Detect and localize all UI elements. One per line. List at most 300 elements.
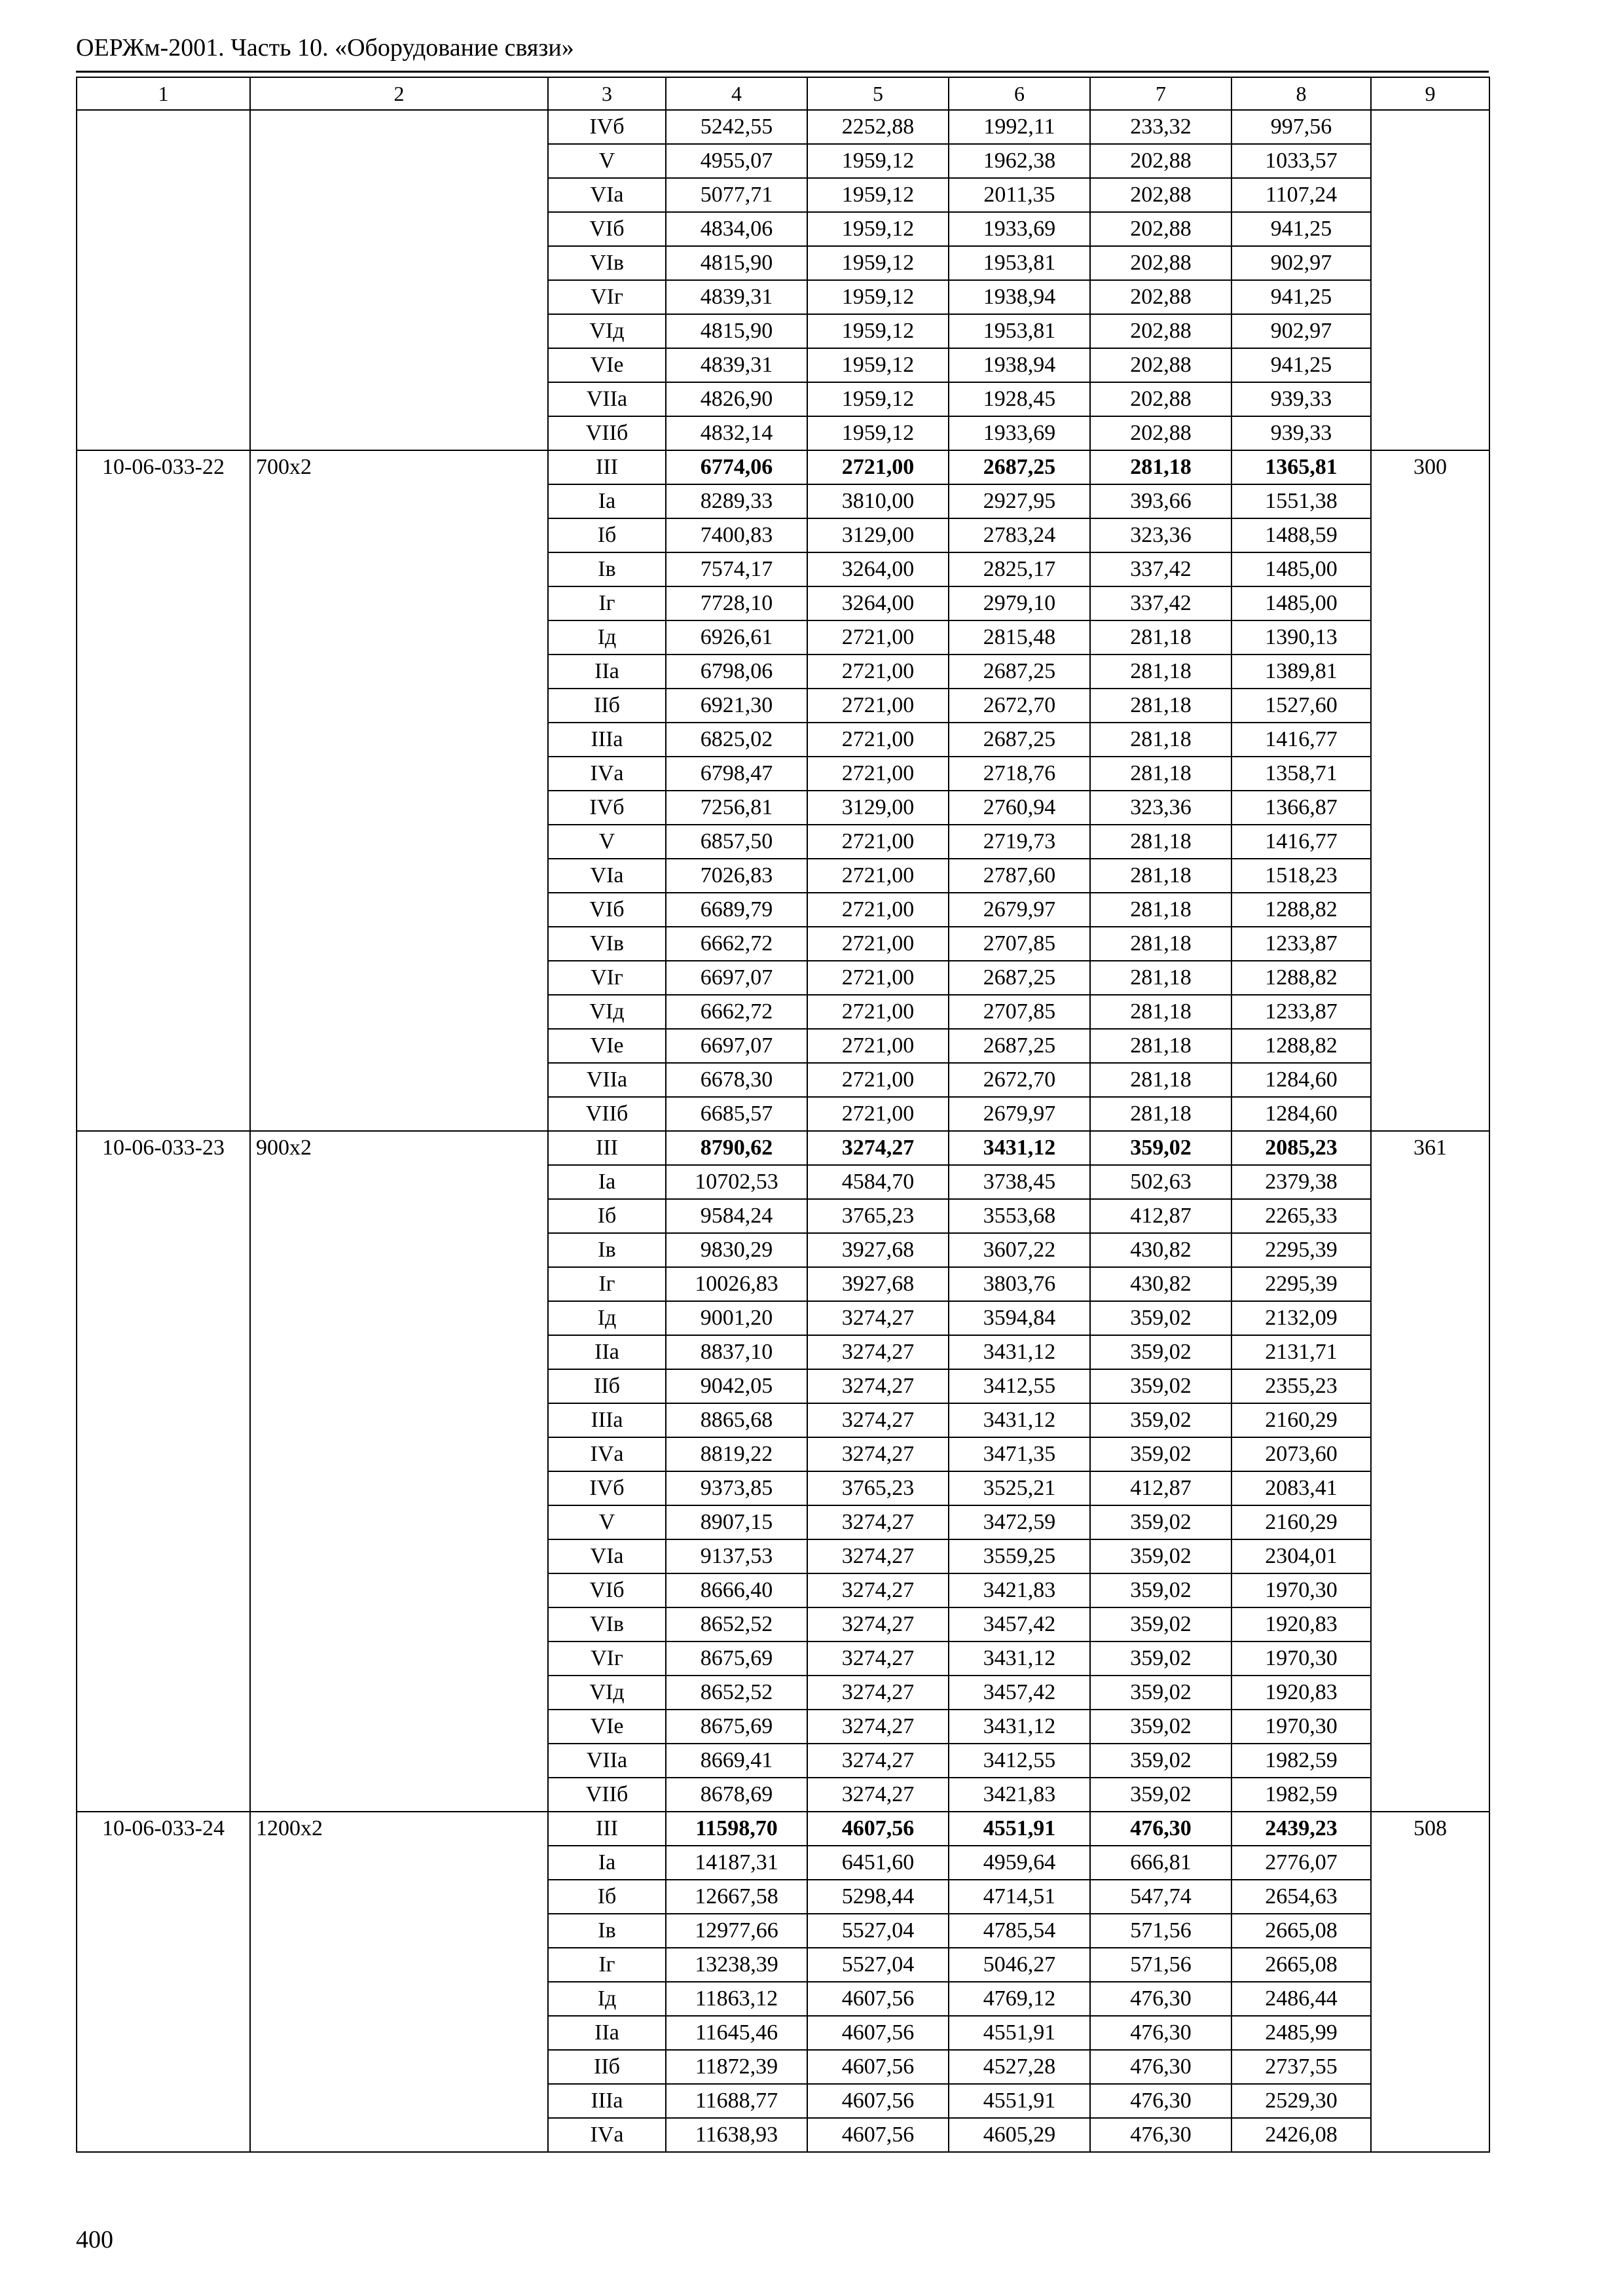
materials-cost-cell: 2737,55 — [1231, 2050, 1371, 2084]
machine-cost-cell: 3594,84 — [949, 1301, 1090, 1335]
materials-cost-cell: 2160,29 — [1231, 1505, 1371, 1539]
zone-cell: VIе — [548, 348, 666, 382]
zone-cell: IIб — [548, 1369, 666, 1403]
section-size-cell: 700x2 — [250, 450, 548, 1131]
driver-wage-cell: 547,74 — [1090, 1880, 1231, 1914]
labor-cost-cell: 2721,00 — [807, 723, 949, 757]
driver-wage-cell: 476,30 — [1090, 2050, 1231, 2084]
driver-wage-cell: 666,81 — [1090, 1846, 1231, 1880]
driver-wage-cell: 359,02 — [1090, 1641, 1231, 1676]
driver-wage-cell: 359,02 — [1090, 1505, 1231, 1539]
materials-cost-cell: 1485,00 — [1231, 586, 1371, 620]
driver-wage-cell: 476,30 — [1090, 1982, 1231, 2016]
labor-cost-cell: 1959,12 — [807, 382, 949, 416]
total-cost-cell: 4839,31 — [666, 348, 807, 382]
column-header: 7 — [1090, 77, 1231, 110]
materials-cost-cell: 1033,57 — [1231, 144, 1371, 178]
driver-wage-cell: 281,18 — [1090, 723, 1231, 757]
labor-cost-cell: 3274,27 — [807, 1301, 949, 1335]
zone-cell: VIг — [548, 961, 666, 995]
total-cost-cell: 8837,10 — [666, 1335, 807, 1369]
machine-cost-cell: 4551,91 — [949, 1812, 1090, 1846]
driver-wage-cell: 476,30 — [1090, 1812, 1231, 1846]
materials-cost-cell: 2529,30 — [1231, 2084, 1371, 2118]
total-cost-cell: 8865,68 — [666, 1403, 807, 1437]
materials-cost-cell: 1284,60 — [1231, 1063, 1371, 1097]
driver-wage-cell: 412,87 — [1090, 1199, 1231, 1233]
total-cost-cell: 11688,77 — [666, 2084, 807, 2118]
driver-wage-cell: 476,30 — [1090, 2084, 1231, 2118]
zone-cell: VIг — [548, 1641, 666, 1676]
driver-wage-cell: 412,87 — [1090, 1471, 1231, 1505]
labor-cost-cell: 2721,00 — [807, 620, 949, 655]
column-header-row — [77, 77, 1489, 110]
zone-cell: VIд — [548, 314, 666, 348]
equipment-cost-cell — [1371, 110, 1489, 450]
section-size-cell: 900x2 — [250, 1131, 548, 1812]
total-cost-cell: 11598,70 — [666, 1812, 807, 1846]
driver-wage-cell: 281,18 — [1090, 655, 1231, 689]
machine-cost-cell: 2707,85 — [949, 927, 1090, 961]
driver-wage-cell: 323,36 — [1090, 791, 1231, 825]
materials-cost-cell: 2131,71 — [1231, 1335, 1371, 1369]
materials-cost-cell: 1416,77 — [1231, 723, 1371, 757]
driver-wage-cell: 202,88 — [1090, 246, 1231, 280]
zone-cell: VIб — [548, 893, 666, 927]
driver-wage-cell: 281,18 — [1090, 961, 1231, 995]
machine-cost-cell: 3412,55 — [949, 1369, 1090, 1403]
section-size-cell: 1200x2 — [250, 1812, 548, 2152]
materials-cost-cell: 2295,39 — [1231, 1233, 1371, 1267]
labor-cost-cell: 1959,12 — [807, 144, 949, 178]
labor-cost-cell: 3274,27 — [807, 1437, 949, 1471]
column-header: 6 — [949, 77, 1090, 110]
driver-wage-cell: 359,02 — [1090, 1369, 1231, 1403]
total-cost-cell: 6798,06 — [666, 655, 807, 689]
zone-cell: Iв — [548, 1914, 666, 1948]
total-cost-cell: 13238,39 — [666, 1948, 807, 1982]
materials-cost-cell: 2426,08 — [1231, 2118, 1371, 2152]
zone-cell: IIа — [548, 2016, 666, 2050]
total-cost-cell: 8666,40 — [666, 1573, 807, 1607]
materials-cost-cell: 1365,81 — [1231, 450, 1371, 484]
labor-cost-cell: 3274,27 — [807, 1539, 949, 1573]
labor-cost-cell: 2721,00 — [807, 893, 949, 927]
section-size-cell — [250, 110, 548, 450]
machine-cost-cell: 2011,35 — [949, 178, 1090, 212]
zone-cell: Iа — [548, 1846, 666, 1880]
zone-cell: Iб — [548, 1880, 666, 1914]
total-cost-cell: 6926,61 — [666, 620, 807, 655]
machine-cost-cell: 3412,55 — [949, 1744, 1090, 1778]
machine-cost-cell: 2707,85 — [949, 995, 1090, 1029]
machine-cost-cell: 3553,68 — [949, 1199, 1090, 1233]
total-cost-cell: 4834,06 — [666, 212, 807, 246]
driver-wage-cell: 281,18 — [1090, 825, 1231, 859]
labor-cost-cell: 3274,27 — [807, 1131, 949, 1165]
table-row — [77, 450, 1489, 484]
machine-cost-cell: 3431,12 — [949, 1403, 1090, 1437]
machine-cost-cell: 3431,12 — [949, 1335, 1090, 1369]
total-cost-cell: 14187,31 — [666, 1846, 807, 1880]
labor-cost-cell: 3274,27 — [807, 1369, 949, 1403]
labor-cost-cell: 1959,12 — [807, 348, 949, 382]
total-cost-cell: 6678,30 — [666, 1063, 807, 1097]
driver-wage-cell: 281,18 — [1090, 450, 1231, 484]
driver-wage-cell: 281,18 — [1090, 859, 1231, 893]
page-number: 400 — [76, 2226, 113, 2253]
total-cost-cell: 6662,72 — [666, 927, 807, 961]
driver-wage-cell: 476,30 — [1090, 2016, 1231, 2050]
machine-cost-cell: 1953,81 — [949, 314, 1090, 348]
driver-wage-cell: 281,18 — [1090, 1029, 1231, 1063]
machine-cost-cell: 2687,25 — [949, 655, 1090, 689]
driver-wage-cell: 281,18 — [1090, 757, 1231, 791]
driver-wage-cell: 571,56 — [1090, 1948, 1231, 1982]
materials-cost-cell: 1416,77 — [1231, 825, 1371, 859]
labor-cost-cell: 3765,23 — [807, 1471, 949, 1505]
materials-cost-cell: 1970,30 — [1231, 1573, 1371, 1607]
zone-cell: Iд — [548, 1982, 666, 2016]
total-cost-cell: 9137,53 — [666, 1539, 807, 1573]
machine-cost-cell: 2687,25 — [949, 450, 1090, 484]
driver-wage-cell: 202,88 — [1090, 144, 1231, 178]
machine-cost-cell: 3607,22 — [949, 1233, 1090, 1267]
driver-wage-cell: 337,42 — [1090, 552, 1231, 586]
zone-cell: VIIа — [548, 382, 666, 416]
total-cost-cell: 12667,58 — [666, 1880, 807, 1914]
total-cost-cell: 8289,33 — [666, 484, 807, 518]
materials-cost-cell: 2776,07 — [1231, 1846, 1371, 1880]
materials-cost-cell: 941,25 — [1231, 348, 1371, 382]
zone-cell: VIIа — [548, 1744, 666, 1778]
rate-code-cell — [77, 110, 250, 450]
driver-wage-cell: 571,56 — [1090, 1914, 1231, 1948]
zone-cell: VIб — [548, 212, 666, 246]
zone-cell: VIIб — [548, 416, 666, 450]
materials-cost-cell: 2654,63 — [1231, 1880, 1371, 1914]
table-row — [77, 1131, 1489, 1165]
total-cost-cell: 11645,46 — [666, 2016, 807, 2050]
total-cost-cell: 11638,93 — [666, 2118, 807, 2152]
machine-cost-cell: 1938,94 — [949, 280, 1090, 314]
machine-cost-cell: 3738,45 — [949, 1165, 1090, 1199]
materials-cost-cell: 2295,39 — [1231, 1267, 1371, 1301]
total-cost-cell: 4832,14 — [666, 416, 807, 450]
column-header: 1 — [77, 77, 250, 110]
machine-cost-cell: 2718,76 — [949, 757, 1090, 791]
driver-wage-cell: 359,02 — [1090, 1710, 1231, 1744]
labor-cost-cell: 2721,00 — [807, 927, 949, 961]
machine-cost-cell: 3431,12 — [949, 1641, 1090, 1676]
total-cost-cell: 7400,83 — [666, 518, 807, 552]
materials-cost-cell: 1233,87 — [1231, 927, 1371, 961]
labor-cost-cell: 2721,00 — [807, 757, 949, 791]
machine-cost-cell: 3525,21 — [949, 1471, 1090, 1505]
driver-wage-cell: 202,88 — [1090, 212, 1231, 246]
total-cost-cell: 8790,62 — [666, 1131, 807, 1165]
machine-cost-cell: 5046,27 — [949, 1948, 1090, 1982]
materials-cost-cell: 1527,60 — [1231, 689, 1371, 723]
total-cost-cell: 11872,39 — [666, 2050, 807, 2084]
machine-cost-cell: 1962,38 — [949, 144, 1090, 178]
zone-cell: VIа — [548, 1539, 666, 1573]
materials-cost-cell: 1233,87 — [1231, 995, 1371, 1029]
machine-cost-cell: 4785,54 — [949, 1914, 1090, 1948]
zone-cell: VIе — [548, 1710, 666, 1744]
equipment-cost-cell: 361 — [1371, 1131, 1489, 1812]
labor-cost-cell: 3274,27 — [807, 1641, 949, 1676]
total-cost-cell: 8652,52 — [666, 1676, 807, 1710]
labor-cost-cell: 4607,56 — [807, 1812, 949, 1846]
materials-cost-cell: 1390,13 — [1231, 620, 1371, 655]
labor-cost-cell: 3274,27 — [807, 1778, 949, 1812]
total-cost-cell: 10026,83 — [666, 1267, 807, 1301]
zone-cell: VIд — [548, 995, 666, 1029]
machine-cost-cell: 1938,94 — [949, 348, 1090, 382]
labor-cost-cell: 3927,68 — [807, 1233, 949, 1267]
machine-cost-cell: 3431,12 — [949, 1710, 1090, 1744]
machine-cost-cell: 2979,10 — [949, 586, 1090, 620]
page-header-title: ОЕРЖм-2001. Часть 10. «Оборудование связи» — [76, 34, 574, 62]
driver-wage-cell: 281,18 — [1090, 1063, 1231, 1097]
zone-cell: IIа — [548, 655, 666, 689]
materials-cost-cell: 1288,82 — [1231, 1029, 1371, 1063]
materials-cost-cell: 1358,71 — [1231, 757, 1371, 791]
zone-cell: V — [548, 825, 666, 859]
zone-cell: VIа — [548, 859, 666, 893]
driver-wage-cell: 359,02 — [1090, 1131, 1231, 1165]
materials-cost-cell: 2132,09 — [1231, 1301, 1371, 1335]
driver-wage-cell: 323,36 — [1090, 518, 1231, 552]
total-cost-cell: 9042,05 — [666, 1369, 807, 1403]
labor-cost-cell: 3765,23 — [807, 1199, 949, 1233]
machine-cost-cell: 2825,17 — [949, 552, 1090, 586]
zone-cell: VIIб — [548, 1097, 666, 1131]
driver-wage-cell: 476,30 — [1090, 2118, 1231, 2152]
zone-cell: VIIа — [548, 1063, 666, 1097]
driver-wage-cell: 337,42 — [1090, 586, 1231, 620]
materials-cost-cell: 1488,59 — [1231, 518, 1371, 552]
machine-cost-cell: 4959,64 — [949, 1846, 1090, 1880]
labor-cost-cell: 3264,00 — [807, 552, 949, 586]
labor-cost-cell: 2721,00 — [807, 1063, 949, 1097]
materials-cost-cell: 941,25 — [1231, 212, 1371, 246]
materials-cost-cell: 2160,29 — [1231, 1403, 1371, 1437]
zone-cell: VIб — [548, 1573, 666, 1607]
machine-cost-cell: 1933,69 — [949, 416, 1090, 450]
zone-cell: IVа — [548, 757, 666, 791]
labor-cost-cell: 2252,88 — [807, 110, 949, 144]
labor-cost-cell: 1959,12 — [807, 280, 949, 314]
machine-cost-cell: 1992,11 — [949, 110, 1090, 144]
labor-cost-cell: 1959,12 — [807, 212, 949, 246]
labor-cost-cell: 3927,68 — [807, 1267, 949, 1301]
zone-cell: IIб — [548, 689, 666, 723]
rates-table — [76, 77, 1490, 2153]
labor-cost-cell: 2721,00 — [807, 859, 949, 893]
materials-cost-cell: 1982,59 — [1231, 1778, 1371, 1812]
zone-cell: Iг — [548, 1267, 666, 1301]
materials-cost-cell: 902,97 — [1231, 314, 1371, 348]
labor-cost-cell: 3129,00 — [807, 791, 949, 825]
driver-wage-cell: 202,88 — [1090, 382, 1231, 416]
materials-cost-cell: 1551,38 — [1231, 484, 1371, 518]
labor-cost-cell: 3810,00 — [807, 484, 949, 518]
driver-wage-cell: 359,02 — [1090, 1301, 1231, 1335]
zone-cell: V — [548, 1505, 666, 1539]
zone-cell: IVа — [548, 1437, 666, 1471]
machine-cost-cell: 2679,97 — [949, 893, 1090, 927]
machine-cost-cell: 2687,25 — [949, 1029, 1090, 1063]
materials-cost-cell: 2304,01 — [1231, 1539, 1371, 1573]
labor-cost-cell: 1959,12 — [807, 178, 949, 212]
labor-cost-cell: 3129,00 — [807, 518, 949, 552]
total-cost-cell: 8675,69 — [666, 1710, 807, 1744]
labor-cost-cell: 5527,04 — [807, 1914, 949, 1948]
machine-cost-cell: 2672,70 — [949, 1063, 1090, 1097]
zone-cell: VIг — [548, 280, 666, 314]
machine-cost-cell: 2687,25 — [949, 723, 1090, 757]
zone-cell: III — [548, 1812, 666, 1846]
zone-cell: V — [548, 144, 666, 178]
driver-wage-cell: 393,66 — [1090, 484, 1231, 518]
total-cost-cell: 5242,55 — [666, 110, 807, 144]
total-cost-cell: 7026,83 — [666, 859, 807, 893]
total-cost-cell: 6857,50 — [666, 825, 807, 859]
driver-wage-cell: 430,82 — [1090, 1233, 1231, 1267]
labor-cost-cell: 3274,27 — [807, 1403, 949, 1437]
labor-cost-cell: 2721,00 — [807, 825, 949, 859]
total-cost-cell: 9584,24 — [666, 1199, 807, 1233]
zone-cell: VIа — [548, 178, 666, 212]
zone-cell: IVб — [548, 1471, 666, 1505]
zone-cell: III — [548, 450, 666, 484]
labor-cost-cell: 2721,00 — [807, 1029, 949, 1063]
total-cost-cell: 7574,17 — [666, 552, 807, 586]
machine-cost-cell: 3803,76 — [949, 1267, 1090, 1301]
rate-code-cell: 10-06-033-23 — [77, 1131, 250, 1812]
driver-wage-cell: 281,18 — [1090, 927, 1231, 961]
labor-cost-cell: 3274,27 — [807, 1335, 949, 1369]
total-cost-cell: 7256,81 — [666, 791, 807, 825]
labor-cost-cell: 1959,12 — [807, 314, 949, 348]
materials-cost-cell: 1284,60 — [1231, 1097, 1371, 1131]
materials-cost-cell: 2355,23 — [1231, 1369, 1371, 1403]
materials-cost-cell: 939,33 — [1231, 382, 1371, 416]
zone-cell: IIа — [548, 1335, 666, 1369]
materials-cost-cell: 2379,38 — [1231, 1165, 1371, 1199]
zone-cell: Iв — [548, 1233, 666, 1267]
zone-cell: VIе — [548, 1029, 666, 1063]
total-cost-cell: 6685,57 — [666, 1097, 807, 1131]
materials-cost-cell: 902,97 — [1231, 246, 1371, 280]
table-row — [77, 1812, 1489, 1846]
total-cost-cell: 8819,22 — [666, 1437, 807, 1471]
machine-cost-cell: 3559,25 — [949, 1539, 1090, 1573]
total-cost-cell: 6662,72 — [666, 995, 807, 1029]
machine-cost-cell: 4551,91 — [949, 2084, 1090, 2118]
column-header: 2 — [250, 77, 548, 110]
materials-cost-cell: 1920,83 — [1231, 1676, 1371, 1710]
materials-cost-cell: 2085,23 — [1231, 1131, 1371, 1165]
column-header: 4 — [666, 77, 807, 110]
machine-cost-cell: 4605,29 — [949, 2118, 1090, 2152]
total-cost-cell: 8678,69 — [666, 1778, 807, 1812]
total-cost-cell: 8652,52 — [666, 1607, 807, 1641]
driver-wage-cell: 281,18 — [1090, 689, 1231, 723]
driver-wage-cell: 359,02 — [1090, 1778, 1231, 1812]
zone-cell: IVа — [548, 2118, 666, 2152]
driver-wage-cell: 281,18 — [1090, 995, 1231, 1029]
materials-cost-cell: 1970,30 — [1231, 1710, 1371, 1744]
labor-cost-cell: 3274,27 — [807, 1710, 949, 1744]
machine-cost-cell: 2815,48 — [949, 620, 1090, 655]
machine-cost-cell: 3472,59 — [949, 1505, 1090, 1539]
materials-cost-cell: 1288,82 — [1231, 961, 1371, 995]
materials-cost-cell: 2265,33 — [1231, 1199, 1371, 1233]
total-cost-cell: 10702,53 — [666, 1165, 807, 1199]
machine-cost-cell: 1928,45 — [949, 382, 1090, 416]
machine-cost-cell: 4714,51 — [949, 1880, 1090, 1914]
labor-cost-cell: 1959,12 — [807, 246, 949, 280]
total-cost-cell: 6697,07 — [666, 1029, 807, 1063]
driver-wage-cell: 359,02 — [1090, 1335, 1231, 1369]
zone-cell: Iб — [548, 1199, 666, 1233]
machine-cost-cell: 2760,94 — [949, 791, 1090, 825]
labor-cost-cell: 2721,00 — [807, 689, 949, 723]
driver-wage-cell: 359,02 — [1090, 1676, 1231, 1710]
machine-cost-cell: 3457,42 — [949, 1676, 1090, 1710]
machine-cost-cell: 3421,83 — [949, 1778, 1090, 1812]
header-rule — [76, 71, 1489, 73]
materials-cost-cell: 941,25 — [1231, 280, 1371, 314]
driver-wage-cell: 430,82 — [1090, 1267, 1231, 1301]
zone-cell: IIб — [548, 2050, 666, 2084]
materials-cost-cell: 1107,24 — [1231, 178, 1371, 212]
zone-cell: Iв — [548, 552, 666, 586]
materials-cost-cell: 1389,81 — [1231, 655, 1371, 689]
materials-cost-cell: 2485,99 — [1231, 2016, 1371, 2050]
labor-cost-cell: 2721,00 — [807, 450, 949, 484]
labor-cost-cell: 3274,27 — [807, 1607, 949, 1641]
zone-cell: VIв — [548, 1607, 666, 1641]
labor-cost-cell: 3274,27 — [807, 1744, 949, 1778]
zone-cell: IIIа — [548, 1403, 666, 1437]
materials-cost-cell: 1518,23 — [1231, 859, 1371, 893]
zone-cell: VIв — [548, 927, 666, 961]
materials-cost-cell: 1920,83 — [1231, 1607, 1371, 1641]
materials-cost-cell: 1485,00 — [1231, 552, 1371, 586]
driver-wage-cell: 202,88 — [1090, 314, 1231, 348]
driver-wage-cell: 359,02 — [1090, 1573, 1231, 1607]
labor-cost-cell: 4607,56 — [807, 2016, 949, 2050]
labor-cost-cell: 6451,60 — [807, 1846, 949, 1880]
total-cost-cell: 6697,07 — [666, 961, 807, 995]
driver-wage-cell: 359,02 — [1090, 1539, 1231, 1573]
driver-wage-cell: 202,88 — [1090, 416, 1231, 450]
zone-cell: Iа — [548, 484, 666, 518]
machine-cost-cell: 2783,24 — [949, 518, 1090, 552]
machine-cost-cell: 1933,69 — [949, 212, 1090, 246]
driver-wage-cell: 359,02 — [1090, 1607, 1231, 1641]
zone-cell: VIв — [548, 246, 666, 280]
materials-cost-cell: 2665,08 — [1231, 1914, 1371, 1948]
materials-cost-cell: 997,56 — [1231, 110, 1371, 144]
machine-cost-cell: 2787,60 — [949, 859, 1090, 893]
labor-cost-cell: 1959,12 — [807, 416, 949, 450]
total-cost-cell: 8669,41 — [666, 1744, 807, 1778]
